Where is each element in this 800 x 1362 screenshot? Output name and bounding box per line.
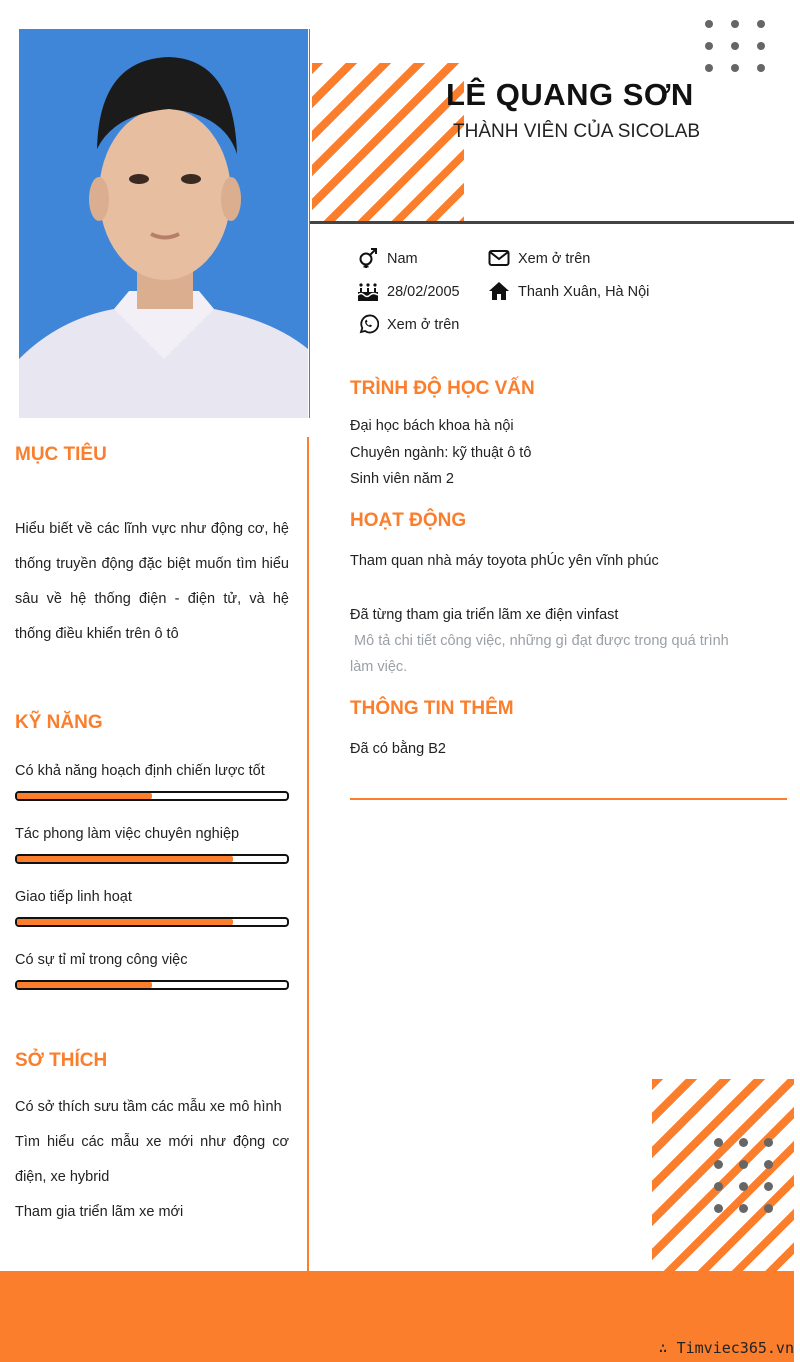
phone-value: Xem ở trên (387, 317, 460, 333)
skill-label: Giao tiếp linh hoạt (15, 889, 132, 905)
activity-item: Đã từng tham gia triển lãm xe điện vinfast (350, 607, 619, 623)
skill-bar-fill (17, 919, 233, 925)
education-school: Đại học bách khoa hà nội (350, 418, 514, 434)
whatsapp-icon (357, 313, 379, 335)
skill-bar (15, 917, 289, 927)
decorative-dots-bottom (714, 1138, 773, 1213)
decorative-stripes-top (312, 63, 464, 221)
objective-title: MỤC TIÊU (15, 444, 107, 465)
education-major: Chuyên ngành: kỹ thuật ô tô (350, 445, 532, 461)
watermark-brand: ∴ Timviec365.vn (658, 1339, 794, 1357)
skill-bar (15, 980, 289, 990)
education-title: TRÌNH ĐỘ HỌC VẤN (350, 378, 535, 399)
header-divider (310, 221, 794, 224)
decorative-dots-top (705, 20, 765, 72)
education-year: Sinh viên năm 2 (350, 471, 454, 487)
birthday-cake-icon (357, 280, 379, 302)
profile-photo (19, 29, 308, 418)
extra-info-text: Đã có bằng B2 (350, 741, 446, 757)
address-value: Thanh Xuân, Hà Nội (518, 284, 650, 300)
envelope-icon (488, 247, 510, 269)
candidate-role: THÀNH VIÊN CỦA SICOLAB (453, 121, 701, 142)
objective-text: Hiểu biết về các lĩnh vực như động cơ, hệ thống truyền động đặc biệt muốn tìm hiểu sâu về hệ thống điện - điện tử, và hệ thống điều khiển trên ô tô (15, 521, 289, 642)
skill-bar (15, 854, 289, 864)
skill-bar (15, 791, 289, 801)
email-value: Xem ở trên (518, 251, 591, 267)
skill-bar-fill (17, 793, 152, 799)
left-column-divider (307, 437, 309, 1271)
skill-bar-fill (17, 856, 233, 862)
hobby-item: Tham gia triển lãm xe mới (15, 1204, 184, 1220)
activities-title: HOẠT ĐỘNG (350, 510, 467, 531)
birthday-value: 28/02/2005 (387, 284, 460, 300)
skill-bar-fill (17, 982, 152, 988)
hobby-item: Có sở thích sưu tầm các mẫu xe mô hình (15, 1099, 282, 1115)
home-icon (488, 280, 510, 302)
skill-label: Tác phong làm việc chuyên nghiệp (15, 826, 240, 842)
activity-item: Tham quan nhà máy toyota phÚc yên vĩnh phúc (350, 553, 659, 569)
extra-info-title: THÔNG TIN THÊM (350, 698, 514, 719)
activity-description: Mô tả chi tiết công việc, những gì đạt được trong quá trình (350, 633, 729, 649)
hobby-item: Tìm hiểu các mẫu xe mới như động cơ điện, xe hybrid (15, 1134, 289, 1185)
candidate-name: LÊ QUANG SƠN (446, 77, 694, 112)
activity-description-cont: làm việc. (350, 659, 408, 675)
skill-label: Có sự tỉ mỉ trong công việc (15, 952, 188, 968)
skill-label: Có khả năng hoạch định chiến lược tốt (15, 763, 265, 779)
hobbies-title: SỞ THÍCH (15, 1050, 108, 1071)
skills-title: KỸ NĂNG (15, 712, 103, 733)
right-column-divider (350, 798, 787, 800)
gender-value: Nam (387, 251, 418, 267)
gender-icon (357, 247, 379, 269)
